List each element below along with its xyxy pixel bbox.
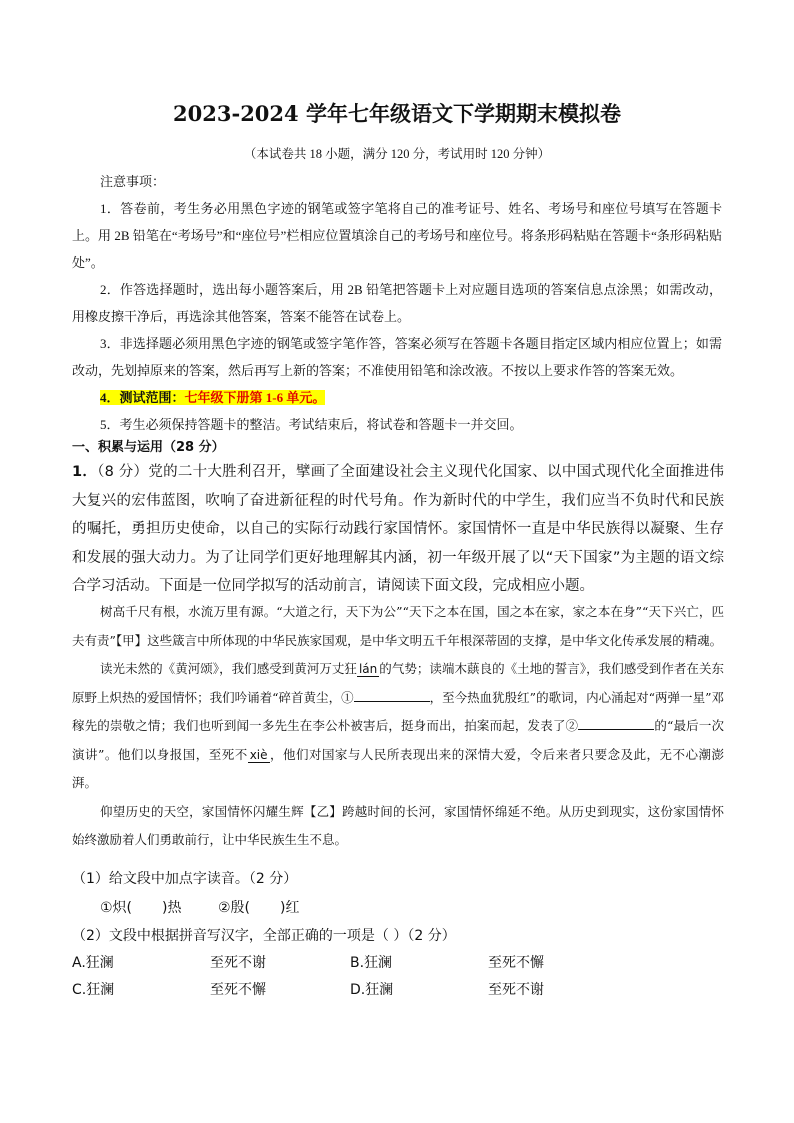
instruction-item-3: 3．非选择题必须用黑色字迹的钢笔或签字笔作答，答案必须写在答题卡各题目指定区域内相应位置上；如需改动，先划掉原来的答案，然后再写上新的答案；不准使用铅笔和涂改液。不按以上要求作答的答案无效。 — [72, 336, 722, 378]
instruction-item-1: 1．答卷前，考生务必用黑色字迹的钢笔或签字笔将自己的准考证号、姓名、考场号和座位号填写在答题卡上。用 2B 铅笔在“考场号”和“座位号”栏相应位置填涂自己的考场号和座位号。将条形码粘贴在答题卡“条形码粘贴处”。 — [72, 201, 722, 270]
fill-blank-1[interactable] — [354, 687, 430, 702]
option-b-word: 至死不懈 — [488, 955, 544, 971]
test-scope-highlight: 4．测试范围：七年级下册第 1-6 单元。 — [100, 390, 326, 405]
option-c[interactable]: C.狂澜 — [72, 982, 115, 998]
subquestion-1-label: （1）给文段中加点字读音。（2 分） — [72, 871, 298, 887]
pinyin-blank-2: xiè — [249, 747, 268, 762]
reading-passage — [72, 598, 724, 855]
pinyin-blank-1: lán — [358, 662, 378, 676]
passage-paragraph-3: 仰望历史的天空，家国情怀闪耀生辉【乙】跨越时间的长河，家国情怀绵延不绝。从历史到现实，这份家国情怀始终激励着人们勇敢前行，让中华民族生生不息。 — [72, 803, 724, 847]
subquestion-1-item-b: ②殷( )红 — [218, 900, 300, 916]
question-number: 1． — [72, 464, 98, 480]
question-1 — [72, 458, 724, 601]
exam-title: 2023-2024 学年七年级语文下学期期末模拟卷 — [173, 101, 621, 126]
option-b[interactable]: B.狂澜 — [350, 955, 393, 971]
option-d[interactable]: D.狂澜 — [350, 982, 394, 998]
passage-paragraph-2: 读光未然的《黄河颂》，我们感受到黄河万丈狂 lán 的气势；读端木蕻良的《土地的誓言》，我们感受到作者在关东原野上炽热的爱国情怀；我们吟诵着“碎首黄尘，① ，至今热血犹殷红”的歌词，内心涌起对“两弹一星”邓稼先的崇敬之情；我们也听到闻一多先生在李公朴被害后，挺身而出，拍案而起，发表了② 的“最后一次演讲”。他们以身报国，至死不 xiè ，他们对国家与人民所表现出来的深情大爱，令后来者只要念及此，无不心潮澎湃。 — [72, 661, 724, 790]
option-a[interactable]: A.狂澜 — [72, 955, 114, 971]
question-score: （8 分） — [97, 464, 149, 480]
passage-paragraph-1: 树高千尺有根，水流万里有源。“大道之行，天下为公”“天下之本在国，国之本在家，家之本在身”“天下兴亡，匹夫有责”【甲】这些箴言中所体现的中华民族家国观，是中华文明五千年根深蒂固的支撑，是中华文化传承发展的精魂。 — [72, 604, 724, 648]
option-c-word: 至死不懈 — [210, 982, 266, 998]
test-scope-range: 七年级下册第 1-6 单元。 — [184, 390, 326, 405]
instruction-item-4 — [72, 384, 722, 411]
instruction-item-5: 5．考生必须保持答题卡的整洁。考试结束后，将试卷和答题卡一并交回。 — [100, 417, 523, 432]
instruction-item-2: 2．作答选择题时，选出每小题答案后，用 2B 铅笔把答题卡上对应题目选项的答案信息点涂黑；如需改动，用橡皮擦干净后，再选涂其他答案，答案不能答在试卷上。 — [72, 282, 722, 324]
question-text: 党的二十大胜利召开，擘画了全面建设社会主义现代化国家、以中国式现代化全面推进伟大复兴的宏伟蓝图，吹响了奋进新征程的时代号角。作为新时代的中学生，我们应当不负时代和民族的嘱托，勇担历史使命，以自己的实际行动践行家国情怀。家国情怀一直是中华民族得以凝聚、生存和发展的强大动力。为了让同学们更好地理解其内涵，初一年级开展了以“天下国家”为主题的语文综合学习活动。下面是一位同学拟写的活动前言，请阅读下面文段，完成相应小题。 — [72, 464, 725, 594]
subquestion-2-label: （2）文段中根据拼音写汉字，全部正确的一项是（ ）（2 分） — [72, 928, 456, 944]
section-heading: 一、积累与运用（28 分） — [72, 440, 225, 455]
instructions — [72, 168, 722, 438]
subquestion-1-item-a: ①炽( )热 — [100, 900, 182, 916]
instructions-heading: 注意事项： — [100, 174, 166, 189]
option-d-word: 至死不谢 — [488, 982, 544, 998]
exam-subtitle: （本试卷共 18 小题，满分 120 分，考试用时 120 分钟） — [243, 147, 551, 161]
option-a-word: 至死不谢 — [210, 955, 266, 971]
fill-blank-2[interactable] — [578, 715, 654, 730]
